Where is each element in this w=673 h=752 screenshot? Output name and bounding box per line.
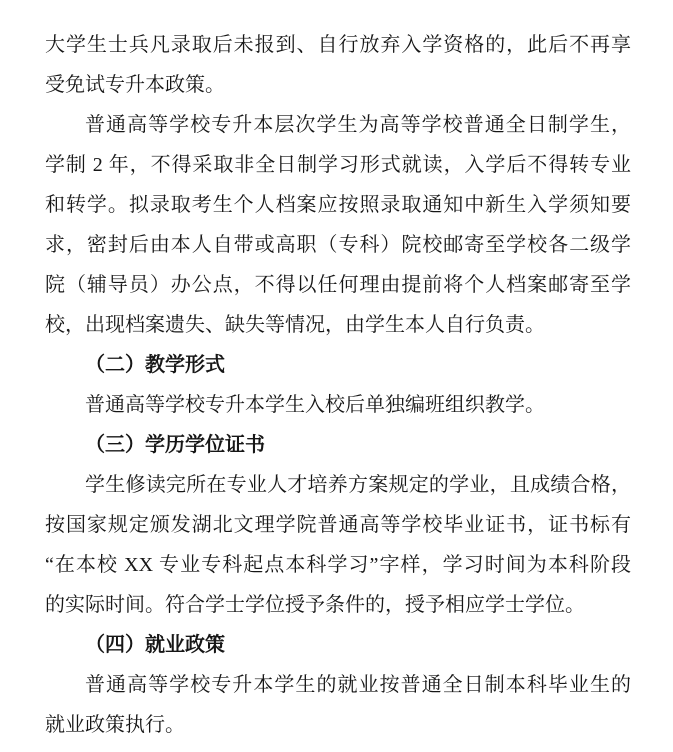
text-line: 院（辅导员）办公点，不得以任何理由提前将个人档案邮寄至学 — [45, 274, 631, 296]
section-heading: （四）就业政策 — [85, 634, 225, 656]
text-line: 的实际时间。符合学士学位授予条件的，授予相应学士学位。 — [45, 594, 585, 616]
text-line: 大学生士兵凡录取后未报到、自行放弃入学资格的，此后不再享 — [45, 34, 631, 56]
text-line: 按国家规定颁发湖北文理学院普通高等学校毕业证书，证书标有 — [45, 514, 631, 536]
text-line: 和转学。拟录取考生个人档案应按照录取通知中新生入学须知要 — [45, 194, 631, 216]
text-line: 就业政策执行。 — [45, 714, 185, 736]
section-heading: （二）教学形式 — [85, 354, 225, 376]
text-line: 普通高等学校专升本层次学生为高等学校普通全日制学生， — [85, 114, 631, 136]
section-heading: （三）学历学位证书 — [85, 434, 265, 456]
document-body — [45, 25, 631, 745]
text-line: 求，密封后由本人自带或高职（专科）院校邮寄至学校各二级学 — [45, 234, 631, 256]
text-line: 学生修读完所在专业人才培养方案规定的学业，且成绩合格， — [85, 474, 631, 496]
text-line: 校，出现档案遗失、缺失等情况，由学生本人自行负责。 — [45, 314, 545, 336]
text-line: 普通高等学校专升本学生的就业按普通全日制本科毕业生的 — [85, 674, 631, 696]
text-line: 学制 2 年，不得采取非全日制学习形式就读，入学后不得转专业 — [45, 154, 631, 176]
text-line: 受免试专升本政策。 — [45, 74, 225, 96]
text-line: 普通高等学校专升本学生入校后单独编班组织教学。 — [85, 394, 545, 416]
text-line: “在本校 XX 专业专科起点本科学习”字样，学习时间为本科阶段 — [45, 554, 631, 576]
